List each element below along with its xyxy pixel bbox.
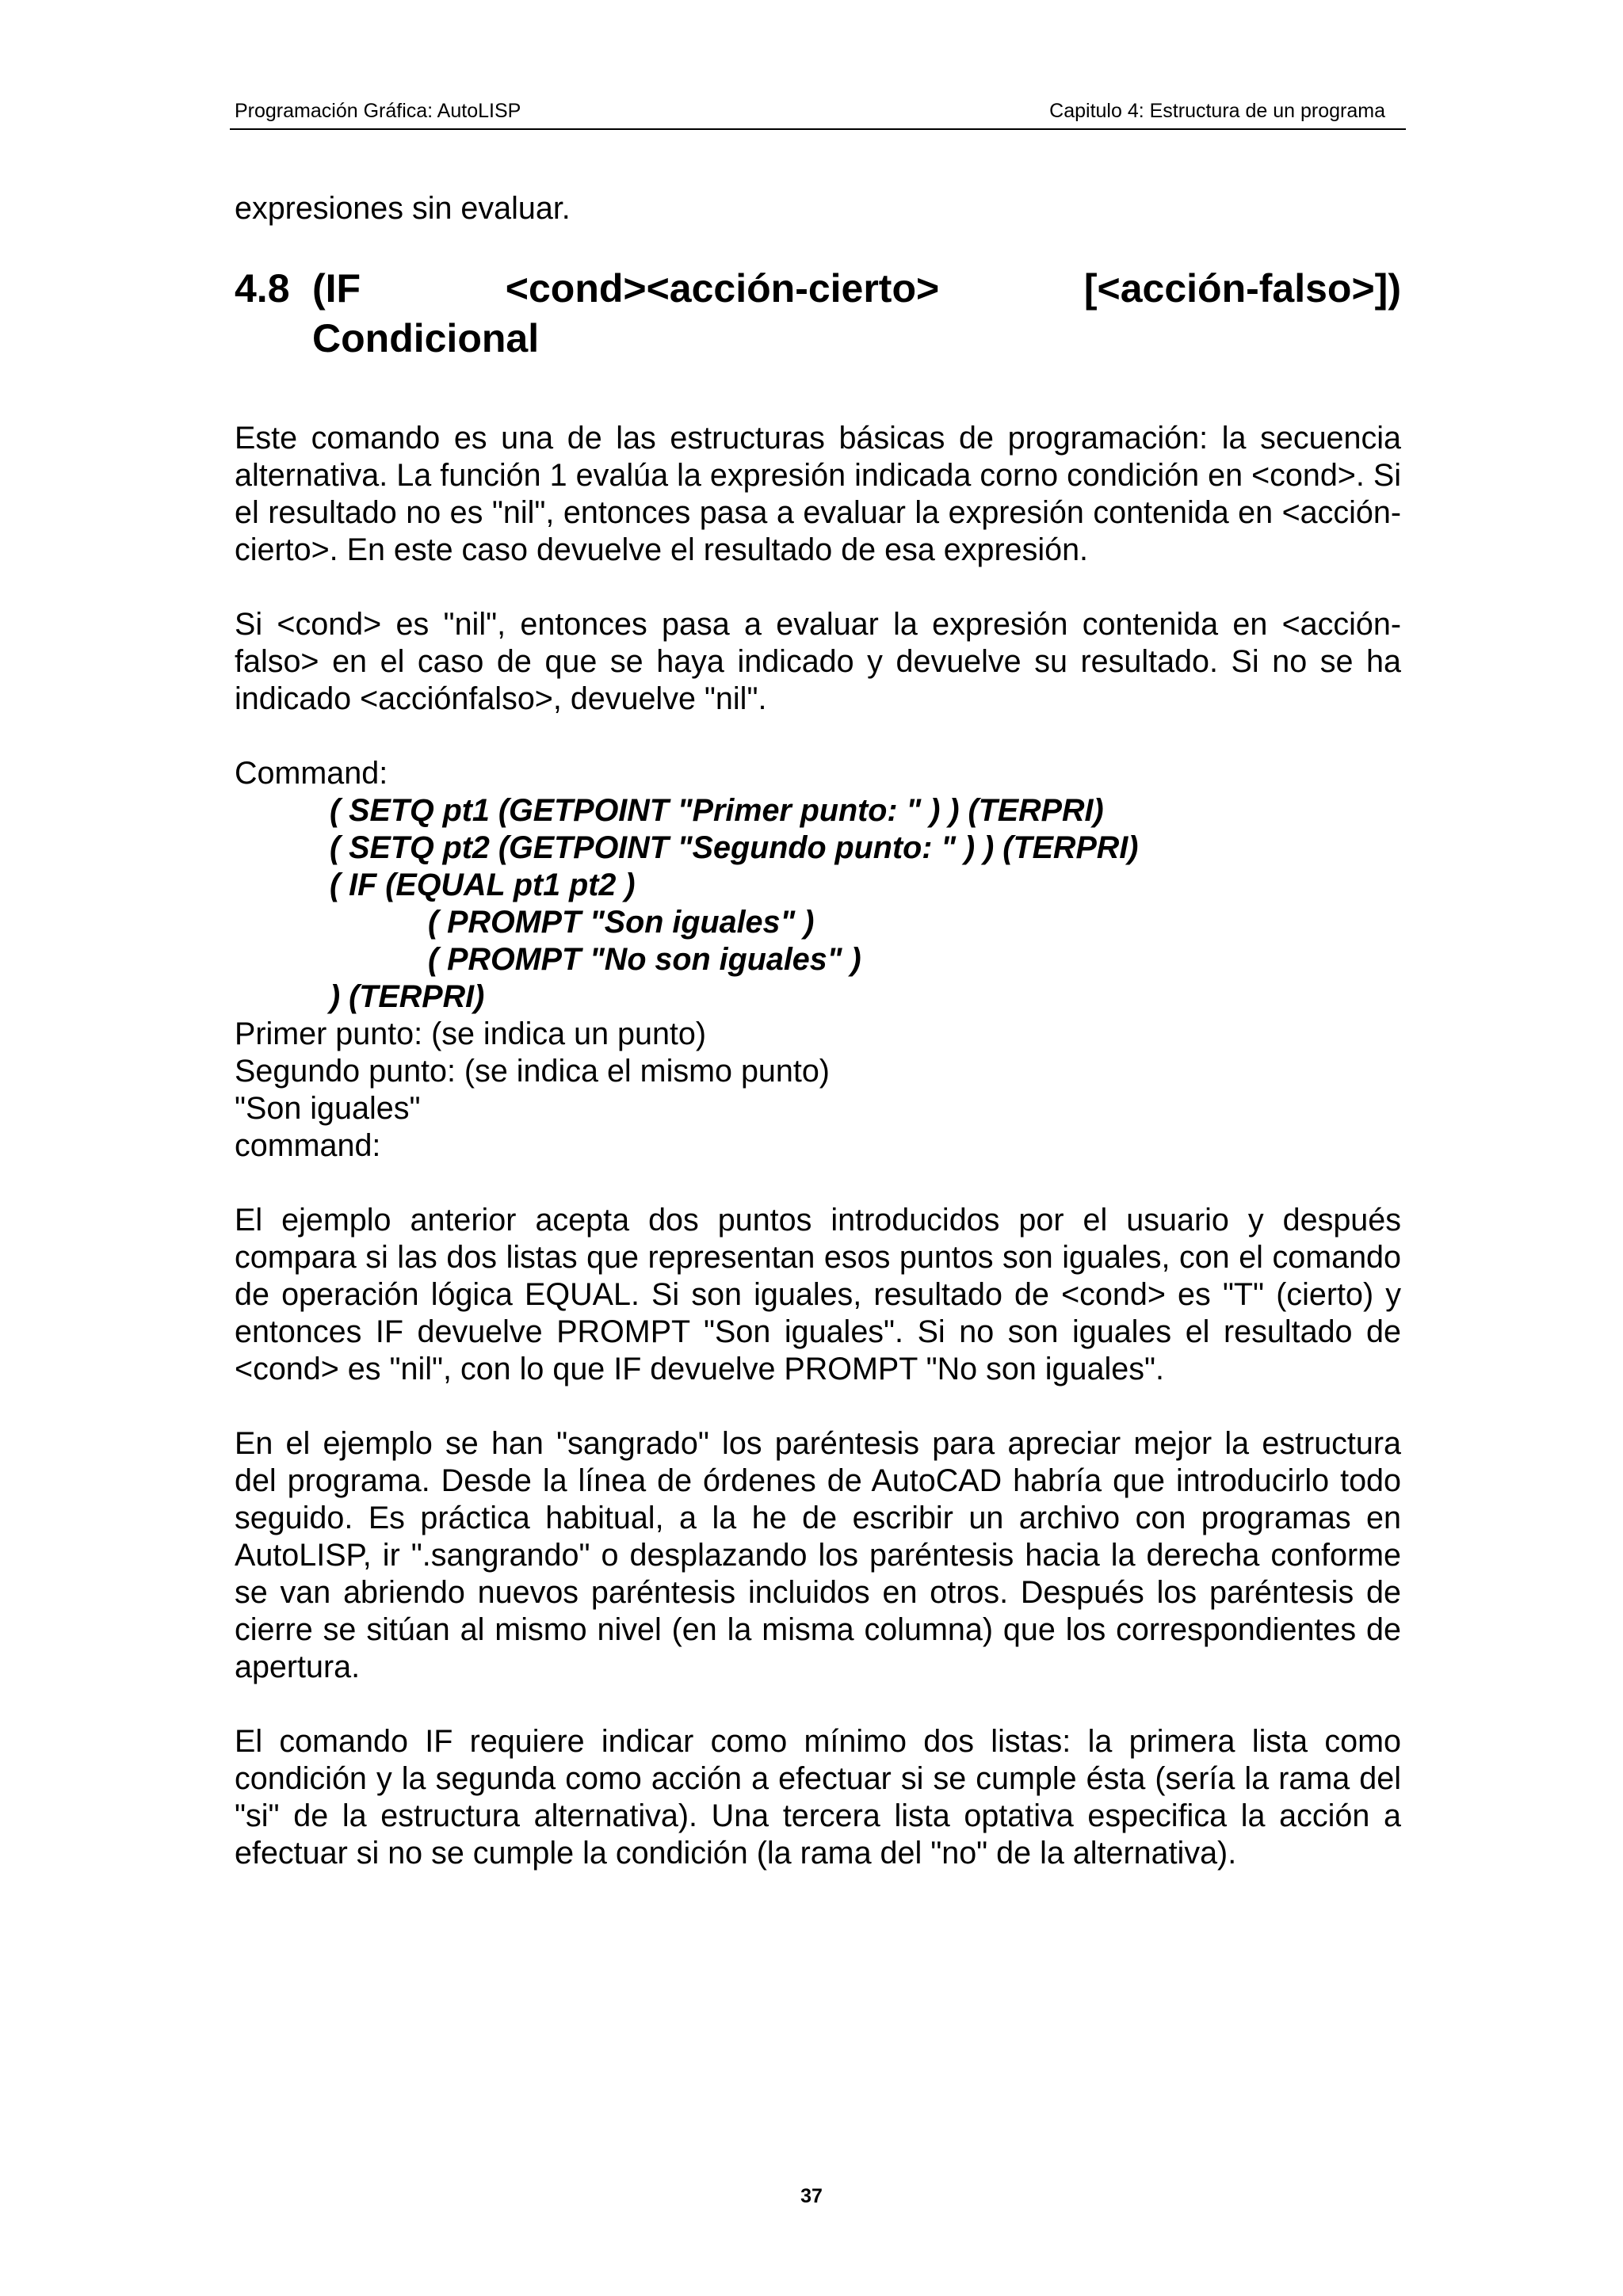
page-content — [235, 190, 1401, 1872]
output-line: Primer punto: (se indica un punto) — [235, 1016, 707, 1051]
code-line: ( SETQ pt2 (GETPOINT "Segundo punto: " ) ) (TERPRI) — [330, 830, 1139, 865]
command-label: Command: — [235, 756, 388, 791]
section-title-line-2: Condicional — [312, 316, 540, 360]
section-number: 4.8 — [235, 266, 290, 311]
output-line: command: — [235, 1128, 381, 1163]
code-line: ( SETQ pt1 (GETPOINT "Primer punto: " ) ) (TERPRI) — [330, 793, 1104, 828]
section-title-part-1: (IF — [312, 266, 361, 311]
output-line: Segundo punto: (se indica el mismo punto) — [235, 1054, 830, 1089]
paragraph-indentation: En el ejemplo se han "sangrado" los paréntesis para apreciar mejor la estructura del programa. Desde la línea de órdenes de AutoCAD habría que introducirlo todo seguido. Es práctica habitual, a la he de escribir un archivo con programas en AutoLISP, ir ".sangrando" o desplazando los paréntesis hacia la derecha conforme se van abriendo nuevos paréntesis incluidos en otros. Después los paréntesis de cierre se sitúan al mismo nivel (en la misma columna) que los correspondientes de apertura. — [235, 1426, 1401, 1684]
code-line: ( PROMPT "No son iguales" ) — [428, 942, 861, 977]
code-line: ) (TERPRI) — [330, 979, 485, 1014]
header-chapter-title: Capitulo 4: Estructura de un programa — [1049, 100, 1385, 122]
header-book-title: Programación Gráfica: AutoLISP — [235, 100, 521, 122]
output-line: "Son iguales" — [235, 1091, 421, 1126]
example-block — [235, 755, 1401, 1165]
section-title-line-1 — [312, 264, 1401, 314]
code-line: ( IF (EQUAL pt1 pt2 ) — [330, 868, 636, 902]
intro-line: expresiones sin evaluar. — [235, 191, 571, 226]
paragraph-description: Este comando es una de las estructuras básicas de programación: la secuencia alternativa. La función 1 evalúa la expresión indicada corno condición en <cond>. Si el resultado no es "nil", entonces pasa a evaluar la expresión contenida en <acción-cierto>. En este caso devuelve el resultado de esa expresión. — [235, 421, 1401, 567]
paragraph-nil-case: Si <cond> es "nil", entonces pasa a evaluar la expresión contenida en <acción-falso> en el caso de que se haya indicado y devuelve su resultado. Si no se ha indicado <acciónfalso>, devuelve "nil". — [235, 607, 1401, 716]
section-title-part-2: <cond><acción-cierto> — [505, 266, 940, 311]
section-heading — [235, 264, 1401, 364]
paragraph-if-requirements: El comando IF requiere indicar como mínimo dos listas: la primera lista como condición y la segunda como acción a efectuar si se cumple ésta (sería la rama del "si" de la estructura alternativa). Una tercera lista optativa especifica la acción a efectuar si no se cumple la condición (la rama del "no" de la alternativa). — [235, 1724, 1401, 1871]
page-header — [230, 97, 1406, 130]
code-line: ( PROMPT "Son iguales" ) — [428, 905, 815, 940]
section-title — [312, 264, 1401, 364]
section-title-part-3: [<acción-falso>]) — [1083, 266, 1401, 311]
page-number: 37 — [800, 2185, 823, 2207]
paragraph-example-explanation: El ejemplo anterior acepta dos puntos introducidos por el usuario y después compara si las dos listas que representan esos puntos son iguales, con el comando de operación lógica EQUAL. Si son iguales, resultado de <cond> es "T" (cierto) y entonces IF devuelve PROMPT "Son iguales". Si no son iguales el resultado de <cond> es "nil", con lo que IF devuelve PROMPT "No son iguales". — [235, 1203, 1401, 1386]
